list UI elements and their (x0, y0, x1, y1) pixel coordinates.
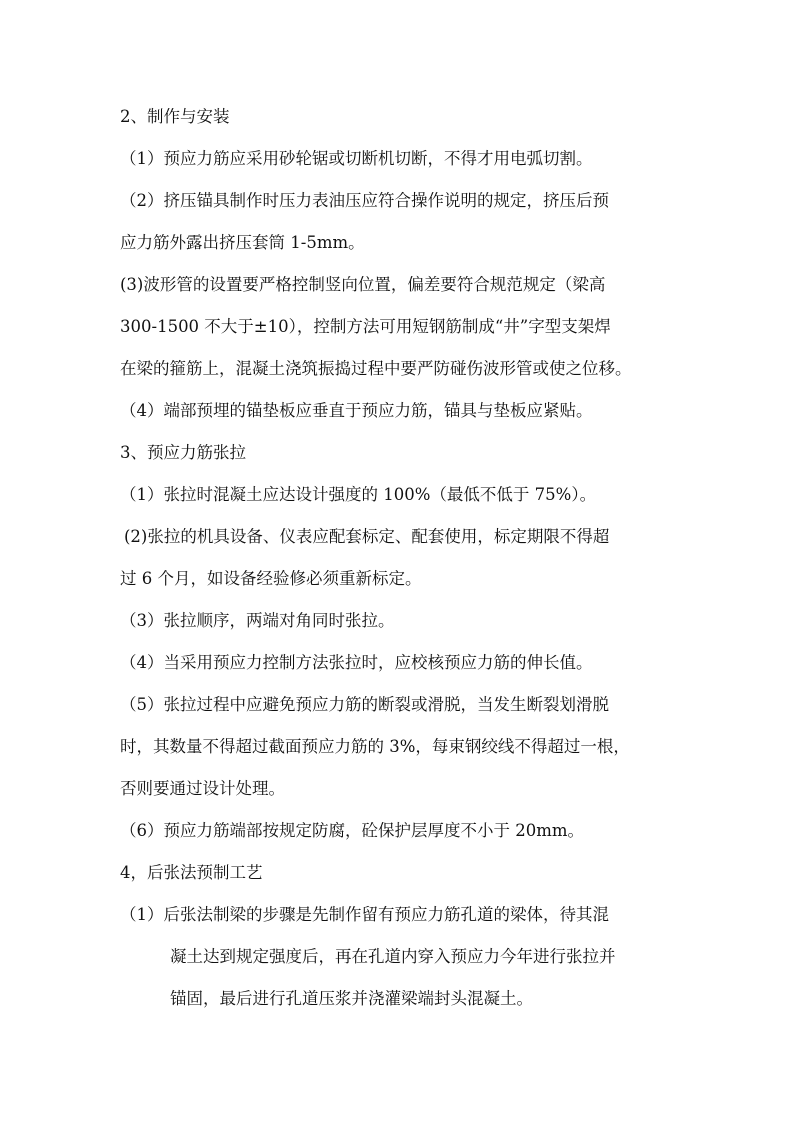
paragraph-line: (2)张拉的机具设备、仪表应配套标定、配套使用，标定期限不得超 (124, 527, 610, 546)
paragraph-line: 应力筋外露出挤压套筒 1-5mm。 (120, 233, 365, 252)
paragraph-line: （4）当采用预应力控制方法张拉时，应校核预应力筋的伸长值。 (120, 653, 593, 672)
paragraph-line: 在梁的箍筋上，混凝土浇筑振捣过程中要严防碰伤波形管或使之位移。 (120, 359, 632, 378)
paragraph-line: （3）张拉顺序，两端对角同时张拉。 (120, 611, 395, 630)
paragraph-line: （4）端部预埋的锚垫板应垂直于预应力筋，锚具与垫板应紧贴。 (120, 401, 593, 420)
paragraph-line: （6）预应力筋端部按规定防腐，砼保护层厚度不小于 20mm。 (120, 821, 585, 840)
paragraph-line: 否则要通过设计处理。 (120, 779, 285, 798)
paragraph-line: （2）挤压锚具制作时压力表油压应符合操作说明的规定，挤压后预 (120, 191, 609, 210)
heading-section-3: 3、预应力筋张拉 (120, 443, 246, 462)
paragraph-line: 时，其数量不得超过截面预应力筋的 3%，每束钢绞线不得超过一根， (120, 737, 630, 756)
paragraph-line: （1）预应力筋应采用砂轮锯或切断机切断，不得才用电弧切割。 (120, 149, 593, 168)
paragraph-line: 过 6 个月，如设备经验修必须重新标定。 (120, 569, 422, 588)
paragraph-line: （1）后张法制梁的步骤是先制作留有预应力筋孔道的梁体，待其混 (120, 905, 609, 924)
paragraph-line: 300-1500 不大于±10），控制方法可用短钢筋制成“井”字型支架焊 (120, 317, 611, 336)
paragraph-line: 锚固，最后进行孔道压浆并浇灌梁端封头混凝土。 (170, 989, 533, 1008)
paragraph-line: （1）张拉时混凝土应达设计强度的 100%（最低不低于 75%）。 (120, 485, 597, 504)
paragraph-line: 凝土达到规定强度后，再在孔道内穿入预应力今年进行张拉并 (170, 947, 616, 966)
paragraph-line: (3)波形管的设置要严格控制竖向位置，偏差要符合规范规定（梁高 (120, 275, 606, 294)
heading-section-4: 4，后张法预制工艺 (120, 863, 263, 882)
paragraph-line: （5）张拉过程中应避免预应力筋的断裂或滑脱，当发生断裂划滑脱 (120, 695, 609, 714)
heading-section-2: 2、制作与安装 (120, 107, 230, 126)
